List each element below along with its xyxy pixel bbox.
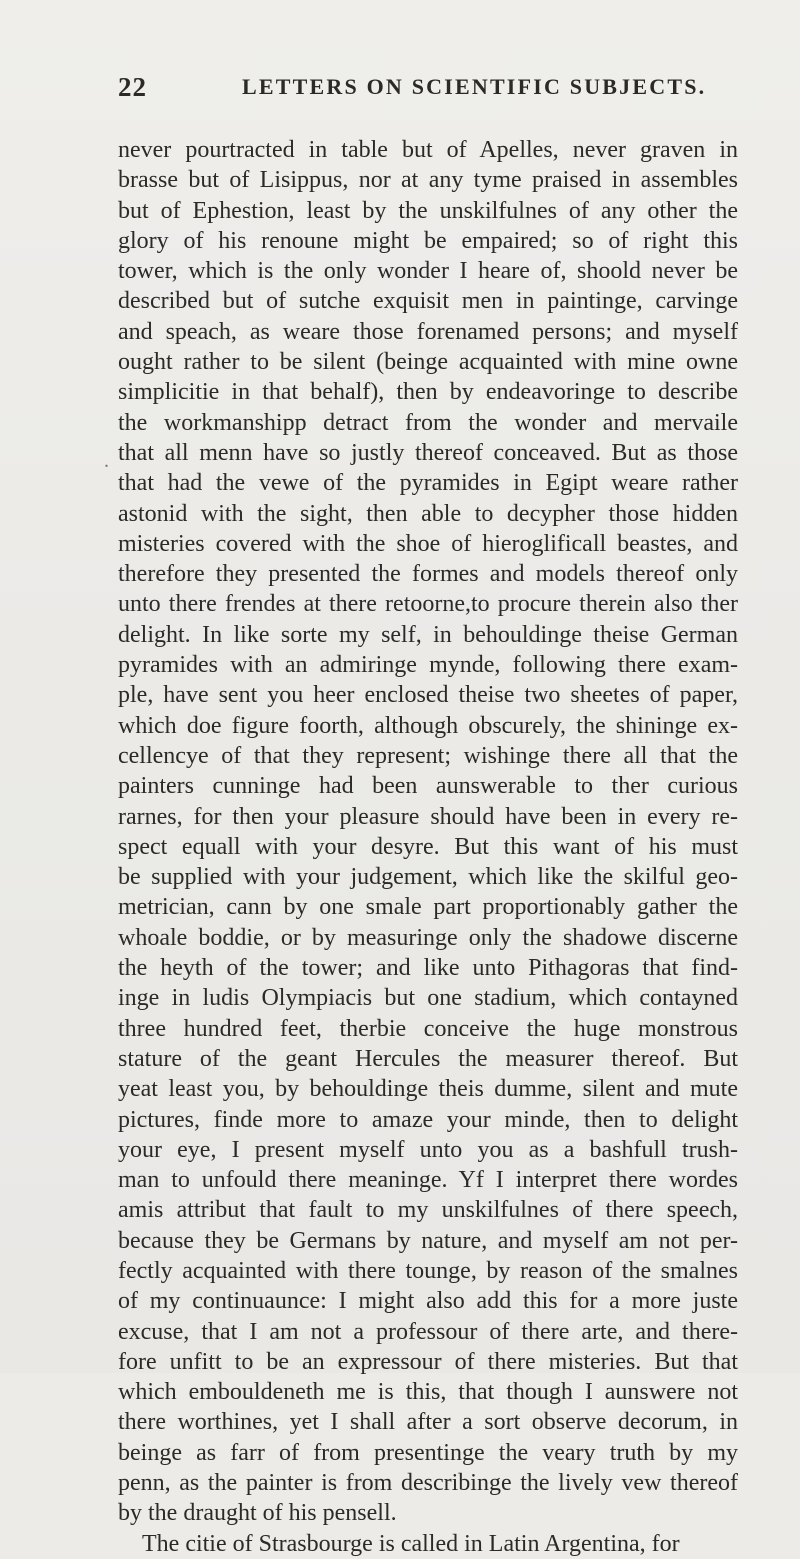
margin-mark: .	[104, 450, 109, 472]
text-line: which doe figure foorth, although obscurely, the shininge ex-	[118, 712, 738, 739]
text-line: three hundred feet, therbie conceive the huge monstrous	[118, 1015, 738, 1042]
page-header	[118, 72, 738, 108]
text-line: because they be Germans by nature, and myself am not per-	[118, 1227, 738, 1254]
text-line: misteries covered with the shoe of hieroglificall beastes, and	[118, 530, 738, 557]
text-line: inge in ludis Olympiacis but one stadium, which contayned	[118, 985, 738, 1012]
text-line: brasse but of Lisippus, nor at any tyme praised in assembles	[118, 167, 738, 194]
text-line: penn, as the painter is from describinge the lively vew thereof	[118, 1470, 738, 1497]
text-line: therefore they presented the formes and models thereof only	[118, 561, 738, 588]
text-line: but of Ephestion, least by the unskilfulnes of any other the	[118, 197, 738, 224]
text-line: fectly acquainted with there tounge, by reason of the smalnes	[118, 1257, 738, 1284]
text-line: ought rather to be silent (beinge acquainted with mine owne	[118, 349, 738, 376]
text-line: beinge as farr of from presentinge the veary truth by my	[118, 1439, 738, 1466]
text-line: cellencye of that they represent; wishinge there all that the	[118, 742, 738, 769]
text-line: tower, which is the only wonder I heare of, shoold never be	[118, 258, 738, 285]
text-line: which embouldeneth me is this, that though I aunswere not	[118, 1379, 738, 1406]
text-line: man to unfould there meaninge. Yf I interpret there wordes	[118, 1167, 738, 1194]
text-line: the workmanshipp detract from the wonder and mervaile	[118, 409, 738, 436]
text-line: painters cunninge had been aunswerable to ther curious	[118, 773, 738, 800]
text-line: excuse, that I am not a professour of there arte, and there-	[118, 1318, 738, 1345]
text-line: pyramides with an admiringe mynde, following there exam-	[118, 652, 738, 679]
text-line: by the draught of his pensell.	[118, 1500, 397, 1527]
text-line: never pourtracted in table but of Apelles, never graven in	[118, 137, 738, 163]
text-line: whoale boddie, or by measuringe only the shadowe discerne	[118, 924, 738, 951]
text-line: metrician, cann by one smale part proportionably gather the	[118, 894, 738, 921]
text-line: glory of his renoune might be empaired; so of right this	[118, 227, 738, 254]
text-line: and speach, as weare those forenamed persons; and myself	[118, 318, 738, 345]
text-line: stature of the geant Hercules the measurer thereof. But	[118, 1045, 738, 1072]
text-line: your eye, I present myself unto you as a bashfull trush-	[118, 1136, 738, 1163]
text-line: pictures, finde more to amaze your minde, then to delight	[118, 1106, 738, 1133]
text-line: spect equall with your desyre. But this want of his must	[118, 833, 738, 860]
text-line: ple, have sent you heer enclosed theise two sheetes of paper,	[118, 682, 738, 709]
text-line: delight. In like sorte my self, in behouldinge theise German	[118, 621, 738, 648]
text-line: described but of sutche exquisit men in paintinge, carvinge	[118, 288, 738, 315]
text-line: that had the vewe of the pyramides in Egipt weare rather	[118, 470, 738, 497]
text-line: there worthines, yet I shall after a sort observe decorum, in	[118, 1409, 738, 1436]
text-line: of my continuaunce: I might also add this for a more juste	[118, 1288, 738, 1315]
running-head: LETTERS ON SCIENTIFIC SUBJECTS.	[242, 74, 707, 99]
text-line: unto there frendes at there retoorne,to procure therein also ther	[118, 591, 738, 618]
text-line: that all menn have so justly thereof conceaved. But as those	[118, 439, 738, 466]
text-line: the heyth of the tower; and like unto Pithagoras that find-	[118, 955, 738, 982]
text-line: amis attribut that fault to my unskilfulnes of there speech,	[118, 1197, 738, 1224]
text-line: astonid with the sight, then able to decypher those hidden	[118, 500, 738, 527]
text-line: The citie of Strasbourge is called in Latin Argentina, for	[142, 1530, 680, 1557]
text-line: rarnes, for then your pleasure should have been in every re-	[118, 803, 738, 830]
text-line: be supplied with your judgement, which like the skilful geo-	[118, 864, 738, 891]
body-text	[118, 135, 738, 1559]
text-line: fore unfitt to be an expressour of there misteries. But that	[118, 1348, 738, 1375]
text-line: simplicitie in that behalf), then by endeavoringe to describe	[118, 379, 738, 406]
text-line: yeat least you, by behouldinge theis dumme, silent and mute	[118, 1076, 738, 1103]
page-number: 22	[118, 72, 147, 102]
